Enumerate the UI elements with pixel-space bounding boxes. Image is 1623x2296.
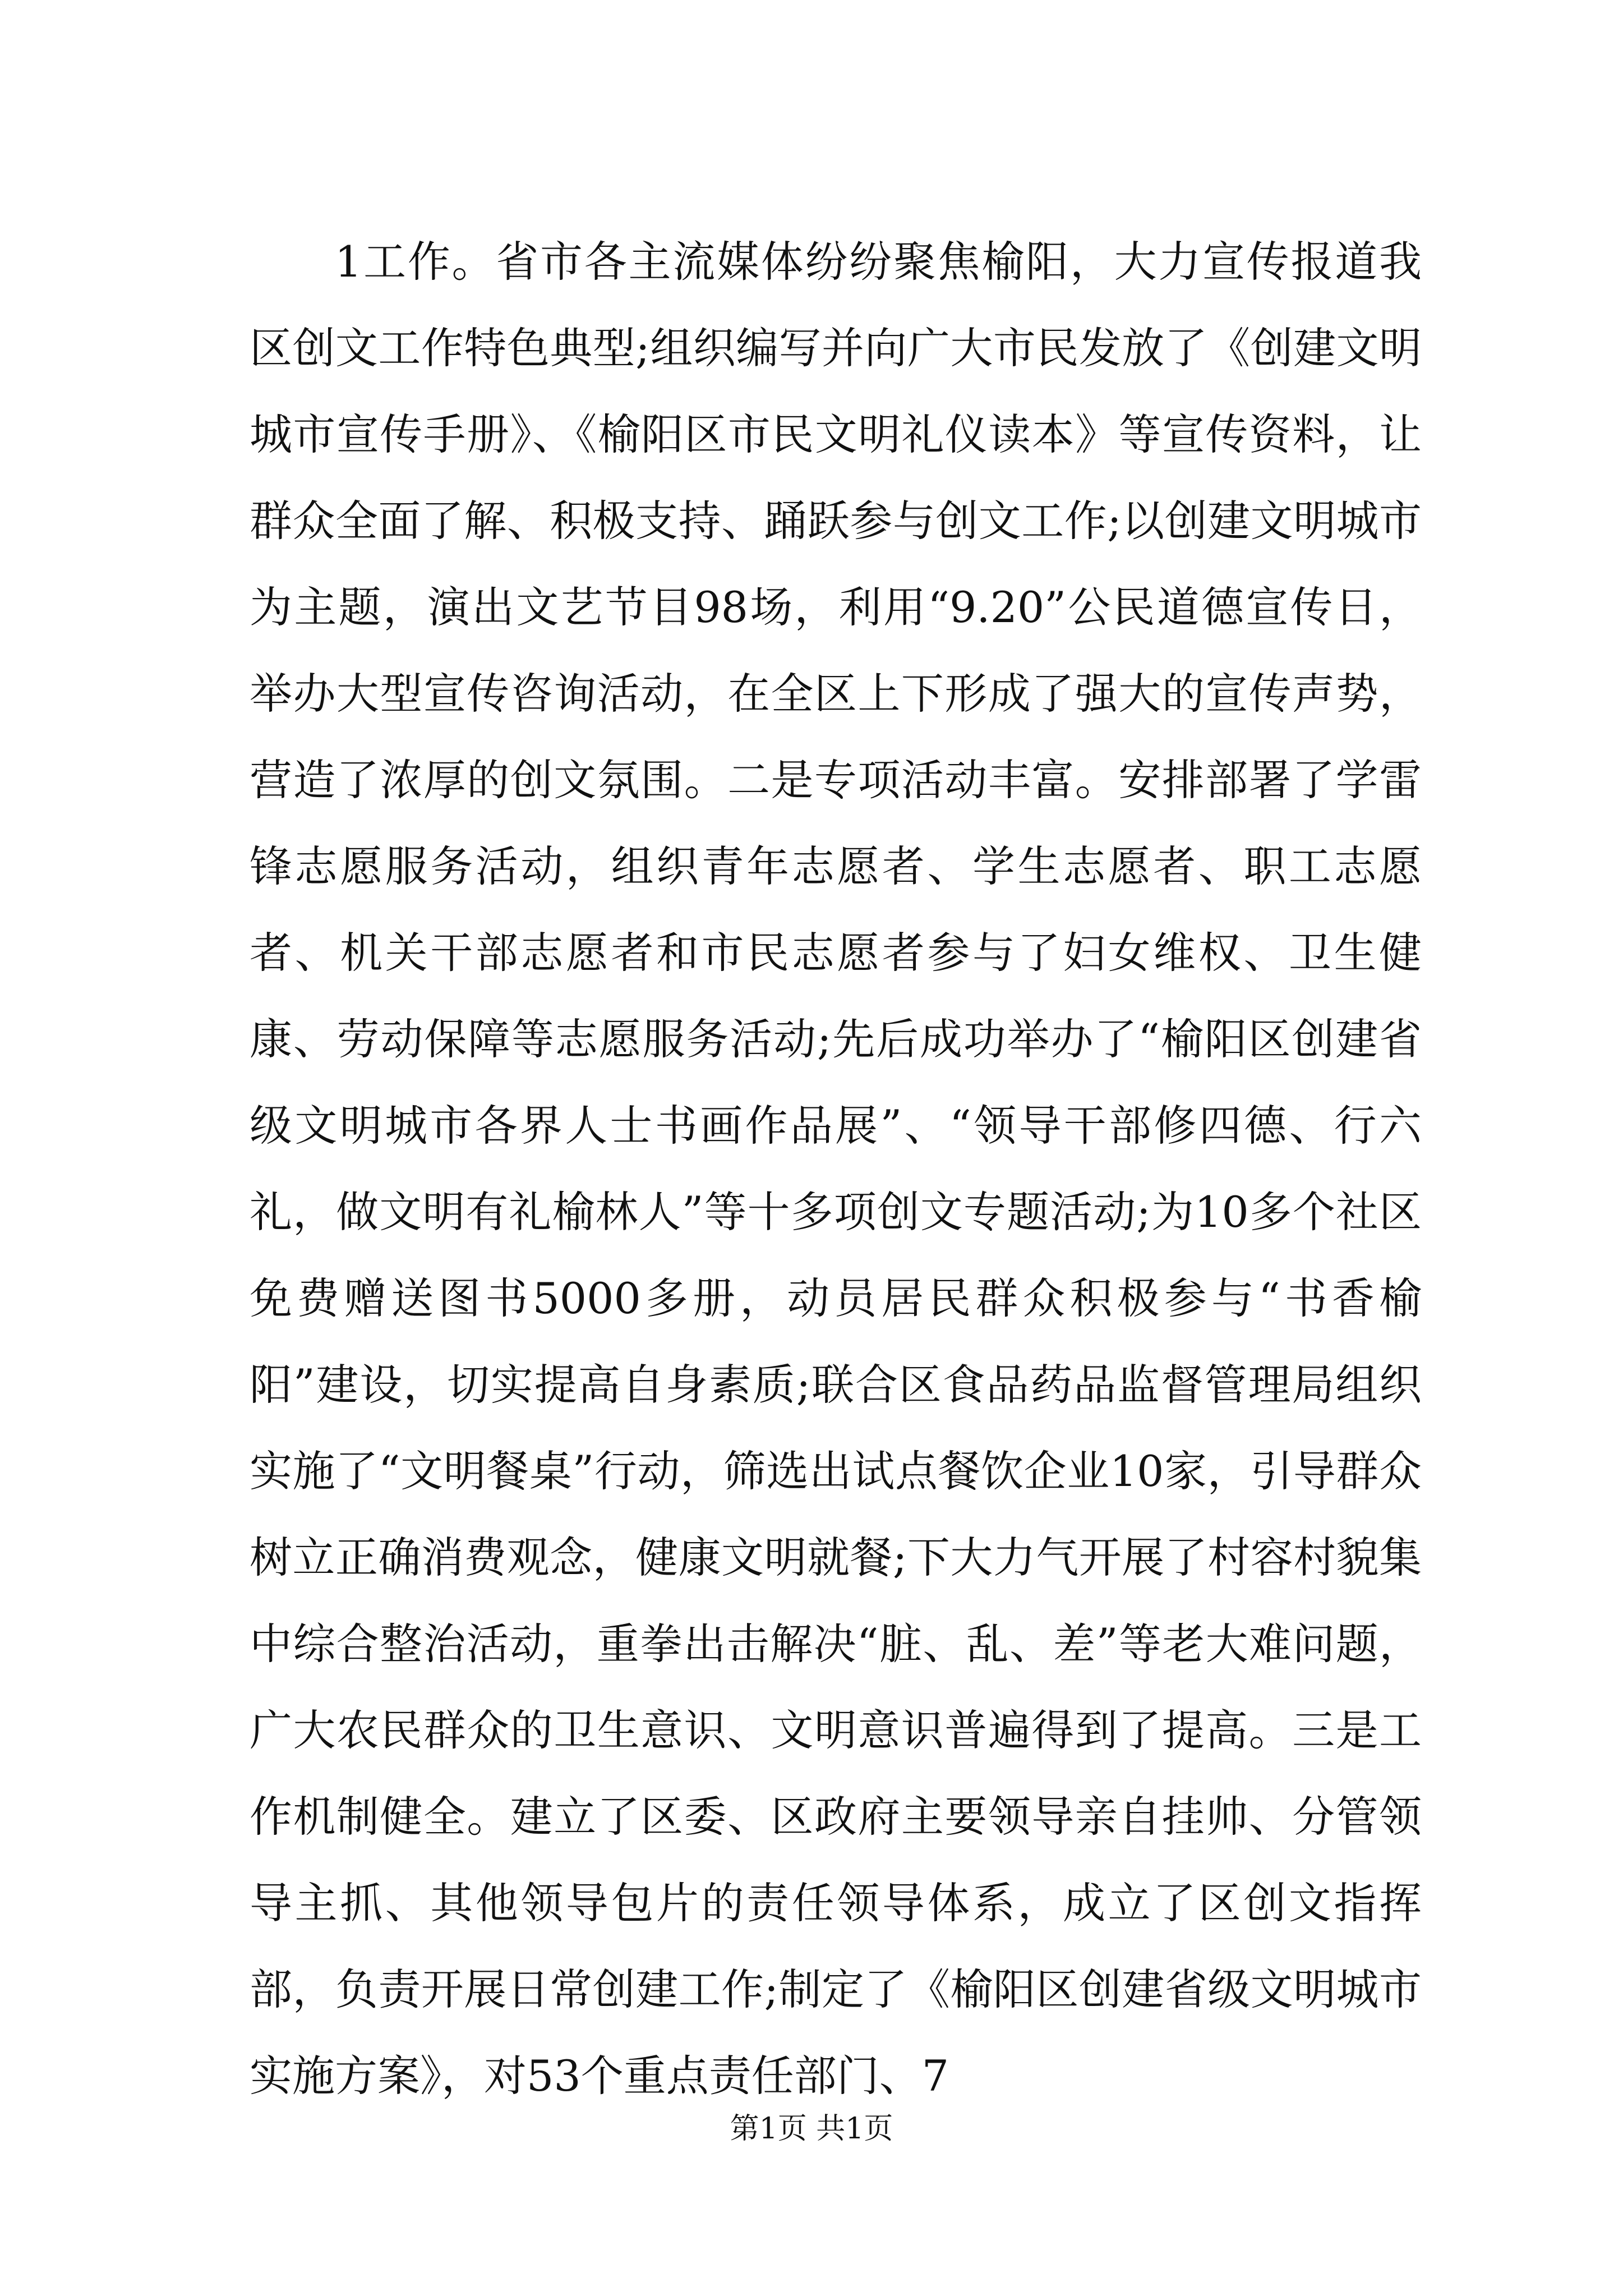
- body-paragraph: 1工作。省市各主流媒体纷纷聚焦榆阳，大力宣传报道我区创文工作特色典型;组织编写并向广大市民发放了《创建文明城市宣传手册》、《榆阳区市民文明礼仪读本》等宣传资料，让群众全面了解、积极支持、踊跃参与创文工作;以创建文明城市为主题，演出文艺节目98场，利用“9.20”公民道德宣传日，举办大型宣传咨询活动，在全区上下形成了强大的宣传声势，营造了浓厚的创文氛围。二是专项活动丰富。安排部署了学雷锋志愿服务活动，组织青年志愿者、学生志愿者、职工志愿者、机关干部志愿者和市民志愿者参与了妇女维权、卫生健康、劳动保障等志愿服务活动;先后成功举办了“榆阳区创建省级文明城市各界人士书画作品展”、“领导干部修四德、行六礼，做文明有礼榆林人”等十多项创文专题活动;为10多个社区免费赠送图书5000多册，动员居民群众积极参与“书香榆阳”建设，切实提高自身素质;联合区食品药品监督管理局组织实施了“文明餐桌”行动，筛选出试点餐饮企业10家，引导群众树立正确消费观念，健康文明就餐;下大力气开展了村容村貌集中综合整治活动，重拳出击解决“脏、乱、差”等老大难问题，广大农民群众的卫生意识、文明意识普遍得到了提高。三是工作机制健全。建立了区委、区政府主要领导亲自挂帅、分管领导主抓、其他领导包片的责任领导体系，成立了区创文指挥部，负责开展日常创建工作;制定了《榆阳区创建省级文明城市实施方案》，对53个重点责任部门、7: [250, 237, 1422, 2101]
- page-footer: 第1页 共1页: [730, 2112, 893, 2146]
